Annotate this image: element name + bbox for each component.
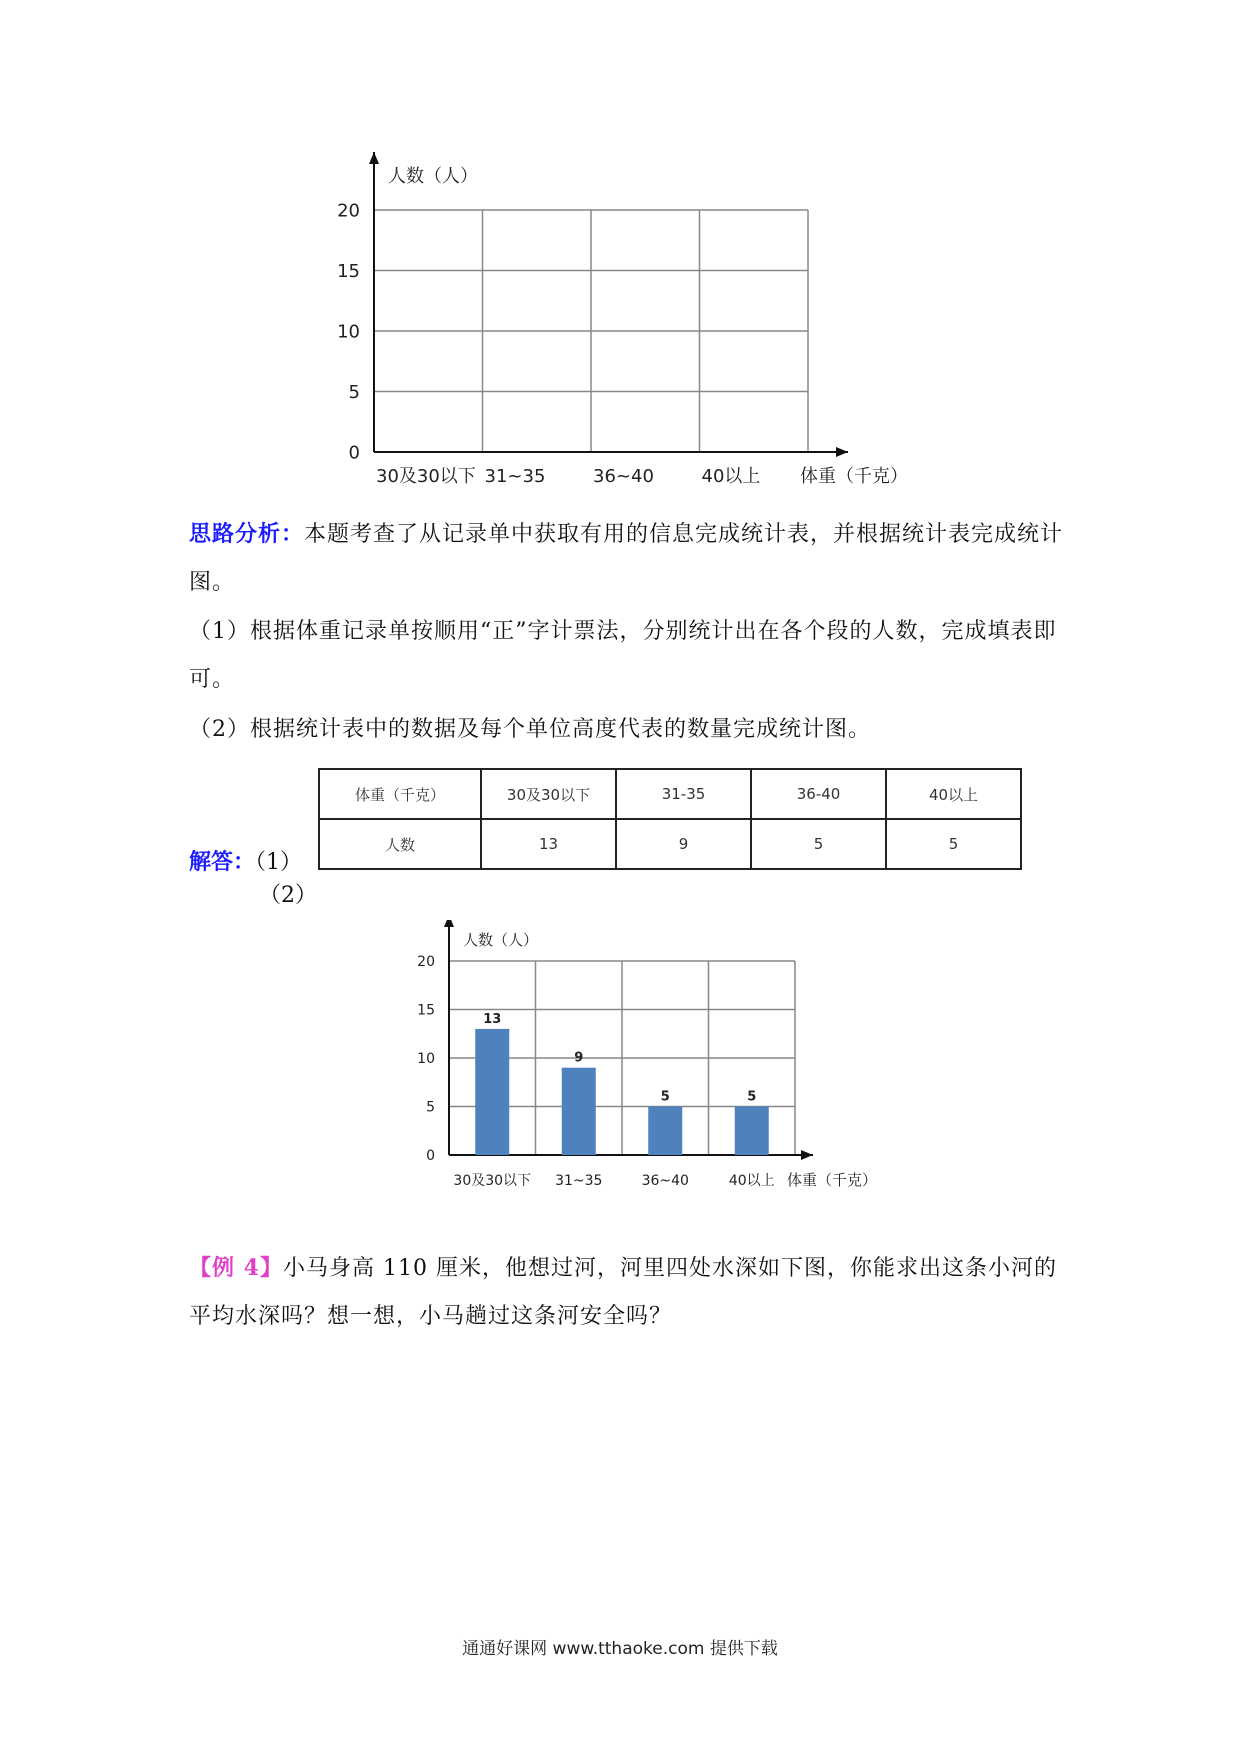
- y-tick-label: 5: [348, 381, 360, 403]
- x-tick-label: 36~40: [641, 1173, 689, 1189]
- table-cell: 体重（千克）: [319, 769, 481, 819]
- y-axis-label: 人数（人）: [463, 931, 539, 949]
- x-tick-label: 40以上: [728, 1173, 775, 1189]
- x-axis-arrow: [836, 447, 848, 457]
- analysis-label: 思路分析：: [189, 521, 305, 547]
- table-row: [319, 819, 1021, 869]
- y-tick-label: 20: [417, 953, 435, 970]
- table-header-row: [319, 769, 1021, 819]
- x-tick-label: 30及30以下: [453, 1173, 532, 1189]
- y-axis-label: 人数（人）: [388, 166, 478, 187]
- y-tick-label: 15: [417, 1002, 435, 1019]
- table-cell: 5: [886, 819, 1021, 869]
- weight-table: [318, 768, 1022, 870]
- table-cell: 5: [751, 819, 886, 869]
- y-tick-label: 0: [348, 442, 360, 464]
- bar: [648, 1107, 682, 1156]
- table-cell: 36-40: [751, 769, 886, 819]
- y-tick-label: 15: [337, 260, 360, 282]
- empty-bar-chart: [320, 150, 940, 510]
- analysis-text: 本题考查了从记录单中获取有用的信息完成统计表，并根据统计表完成统计图。: [189, 522, 1064, 595]
- y-tick-label: 20: [337, 200, 360, 222]
- x-axis-label: 体重（千克）: [787, 1171, 878, 1189]
- page-footer: 通通好课网 www.tthaoke.com 提供下载: [462, 1639, 778, 1659]
- y-tick-label: 10: [337, 321, 360, 343]
- y-tick-label: 10: [417, 1050, 435, 1067]
- y-tick-label: 5: [426, 1099, 435, 1116]
- table-cell: 人数: [319, 819, 481, 869]
- example-4-label: 【例 4】: [189, 1255, 283, 1281]
- data-label: 9: [574, 1050, 584, 1066]
- table-cell: 30及30以下: [481, 769, 616, 819]
- table-cell: 9: [616, 819, 751, 869]
- x-tick-label: 36~40: [593, 466, 654, 487]
- data-label: 5: [747, 1089, 757, 1105]
- answer-part-2: （2）: [259, 883, 317, 908]
- example-4-text: 小马身高 110 厘米，他想过河，河里四处水深如下图，你能求出这条小河的平均水深吗？想一想，小马趟过这条河安全吗？: [189, 1256, 1057, 1329]
- x-tick-label: 40以上: [701, 466, 761, 487]
- analysis-step-2: （2）根据统计表中的数据及每个单位高度代表的数量完成统计图。: [189, 717, 871, 742]
- y-tick-label: 0: [426, 1147, 435, 1164]
- data-label: 13: [483, 1011, 502, 1027]
- x-axis-label: 体重（千克）: [800, 466, 908, 487]
- x-tick-label: 31~35: [484, 466, 546, 487]
- bar: [562, 1068, 596, 1155]
- y-axis-arrow: [369, 152, 379, 164]
- bar: [475, 1029, 509, 1155]
- analysis-step-1: （1）根据体重记录单按顺用“正”字计票法，分别统计出在各个段的人数，完成填表即可。: [189, 619, 1057, 692]
- table-cell: 40以上: [886, 769, 1021, 819]
- answer-label: 解答：: [189, 849, 256, 875]
- x-tick-label: 30及30以下: [376, 466, 476, 487]
- data-label: 5: [660, 1089, 670, 1105]
- example-4-paragraph: [189, 1244, 1069, 1341]
- filled-bar-chart: [395, 920, 915, 1205]
- x-axis-arrow: [801, 1150, 813, 1160]
- table-cell: 13: [481, 819, 616, 869]
- answer-part-1: （1）: [255, 850, 303, 875]
- bar: [735, 1107, 769, 1156]
- y-axis-arrow: [444, 920, 454, 927]
- x-tick-label: 31~35: [555, 1173, 603, 1189]
- table-cell: 31-35: [616, 769, 751, 819]
- analysis-paragraph: [189, 510, 1069, 607]
